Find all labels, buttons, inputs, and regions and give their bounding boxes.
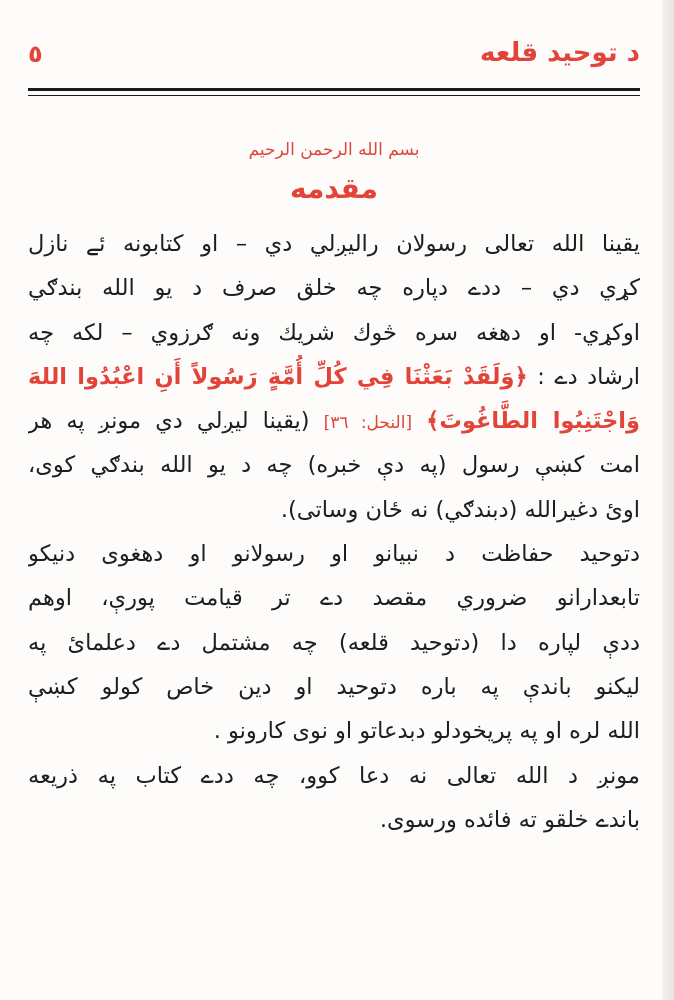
text-line-13: مونږ د الله تعالى نه دعا كوو، چه ددے كتاب په ذريعه xyxy=(28,762,640,789)
quran-verse-part-2: وَاجْتَنِبُوا الطَّاغُوتَ﴾ xyxy=(426,408,640,435)
text-line-1: يقينا الله تعالى رسولان راليږلي دي – او كتابونه ئے نازل xyxy=(28,231,640,257)
header-rule-thick xyxy=(28,88,640,91)
text-line-10: ددې لپاره دا (دتوحيد قلعه) چه مشتمل دے دعلماﺉ په xyxy=(28,629,640,656)
page-header xyxy=(28,38,640,88)
line-5-text: (يقينا ليږلي دي مونږ په هر xyxy=(28,408,310,435)
verse-reference: [النحل: ٣٦] xyxy=(323,413,413,434)
running-title: د توحيد قلعه xyxy=(480,38,640,68)
quran-verse-part-1: ﴿وَلَقَدْ بَعَثْنَا فِي كُلِّ أُمَّةٍ رَسُولاً أَنِ اعْبُدُوا اللهَ xyxy=(28,363,528,390)
text-line-6: امت كښې رسول (په دې خبره) چه د يو الله بندګي كوی، xyxy=(28,452,640,479)
text-line-3: اوكړي- او دهغه سره څوك شريك ونه ګرزوي – لكه چه xyxy=(28,319,640,346)
basmala: بسم الله الرحمن الرحيم xyxy=(248,140,420,160)
text-line-4 xyxy=(28,355,640,399)
text-line-2: كړي دي – ددے دپاره چه خلق صرف د يو الله بندګي xyxy=(28,275,640,302)
text-line-7: اوﺉ دغيرالله (دبندګي) نه ځان وساتی). xyxy=(280,496,640,523)
text-line-5 xyxy=(28,399,640,443)
header-rule-thin xyxy=(28,95,640,96)
line-4-text: ارشاد دے : xyxy=(537,363,640,390)
section-title: مقدمه xyxy=(290,172,378,205)
text-line-12: الله لره او په پريخودلو دبدعاتو او نوی كارونو . xyxy=(213,718,640,745)
text-line-8: دتوحيد حفاظت د نبيانو او رسولانو او دهغوی دنيكو xyxy=(28,541,640,568)
text-line-9: تابعدارانو ضروري مقصد دے تر قيامت پورې، اوهم xyxy=(28,585,640,612)
page-edge xyxy=(662,0,674,1000)
page-number: ٥ xyxy=(28,40,43,68)
body-text xyxy=(28,222,640,842)
text-line-14: باندے خلقو ته فائده ورسوی. xyxy=(379,806,640,833)
text-line-11: ليكنو باندې په باره دتوحيد او دين خاص كولو كښې xyxy=(28,673,640,700)
